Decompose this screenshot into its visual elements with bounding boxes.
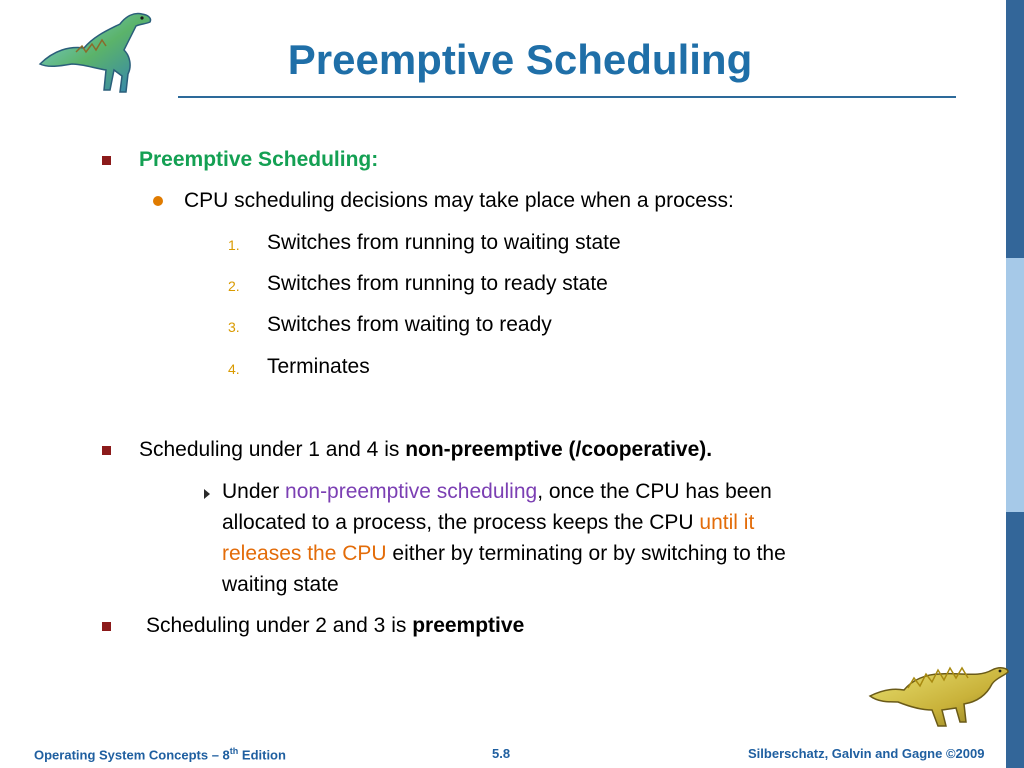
footer-text: Edition — [238, 747, 286, 763]
bullet-heading-preemptive: Preemptive Scheduling: — [139, 148, 379, 171]
round-bullet-icon — [153, 196, 163, 206]
text-run: Under — [222, 480, 286, 503]
paragraph-line: waiting state — [222, 573, 339, 596]
highlight-orange: releases the CPU — [222, 542, 387, 565]
bullet-text: Scheduling under 1 and 4 is — [139, 438, 406, 461]
slide-number: 5.8 — [492, 746, 511, 761]
footer-copyright: Silberschatz, Galvin and Gagne ©2009 — [748, 746, 985, 761]
sidebar-stripe-top — [1006, 0, 1024, 258]
arrow-bullet-icon — [204, 489, 210, 499]
list-item-number: 2. — [228, 278, 240, 294]
list-item: Terminates — [267, 355, 370, 378]
paragraph-line — [222, 511, 754, 535]
bullet-non-preemptive — [139, 438, 712, 462]
paragraph-line — [222, 542, 786, 566]
list-item-number: 1. — [228, 237, 240, 253]
highlight-purple: non-preemptive scheduling — [285, 480, 538, 503]
highlight-orange: until it — [699, 511, 755, 534]
dinosaur-logo-icon — [868, 660, 1010, 738]
sidebar-stripe-middle — [1006, 258, 1024, 512]
list-item-number: 4. — [228, 361, 240, 377]
paragraph-line — [222, 480, 772, 504]
list-item: Switches from running to waiting state — [267, 231, 621, 254]
square-bullet-icon — [102, 622, 111, 631]
footer-text: Operating System Concepts – 8 — [34, 747, 230, 763]
footer-superscript: th — [229, 746, 239, 756]
text-run: either by terminating or by switching to the — [386, 542, 786, 565]
bullet-text: Scheduling under 2 and 3 is — [146, 614, 413, 637]
text-run: allocated to a process, the process keeps the CPU — [222, 511, 700, 534]
sub-bullet-text: CPU scheduling decisions may take place when a process: — [184, 189, 734, 212]
bullet-emphasis: preemptive — [412, 614, 525, 637]
text-run: , once the CPU has been — [537, 480, 772, 503]
page-title: Preemptive Scheduling — [287, 36, 753, 83]
bullet-preemptive — [146, 614, 524, 638]
list-item: Switches from running to ready state — [267, 272, 608, 295]
square-bullet-icon — [102, 156, 111, 165]
list-item: Switches from waiting to ready — [267, 313, 552, 336]
square-bullet-icon — [102, 446, 111, 455]
footer-book-title — [34, 746, 286, 762]
bullet-emphasis: non-preemptive (/cooperative). — [405, 438, 713, 461]
list-item-number: 3. — [228, 319, 240, 335]
